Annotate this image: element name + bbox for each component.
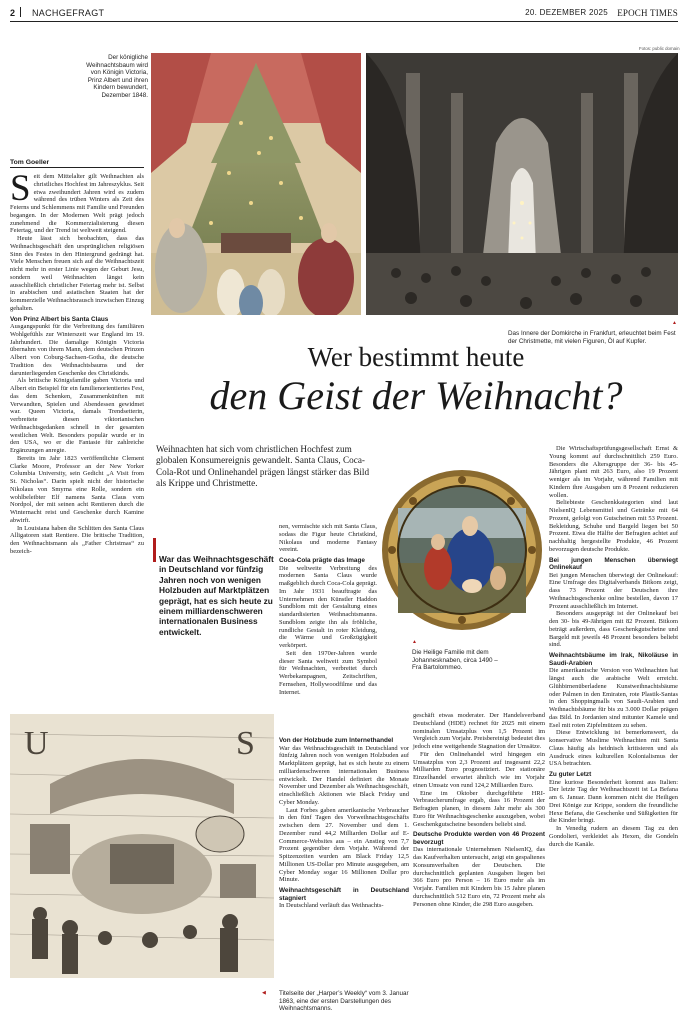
- subheading: Weihnachtsgeschäft in Deutschland stagniert: [279, 887, 409, 902]
- subheading: Bei jungen Menschen überwiegt Onlinekauf: [549, 556, 678, 572]
- col3-paragraph: geschäft etwas moderater. Der Handelsverband Deutschland (HDE) rechnet für 2025 mit einem nominalen Umsatzplus von 1,5 Prozent im Vergleich zum Vorjahr. Preisbereinigt bedeutet dies jedoch eine weitgehende Stagnation der Umsätze.: [413, 712, 545, 750]
- photo-frankfurt-cathedral: [366, 53, 678, 315]
- section-title: NACHGEFRAGT: [32, 8, 105, 18]
- col2-paragraph: Seit den 1970er-Jahren wurde dieser Santa weltweit zum Symbol für Weihnachten, verbreitet durch Werbekampagnen, Zeitschriften, Fernsehen, Hollywoodfilme und das Internet.: [279, 649, 377, 696]
- col1-paragraph: Ausgangspunkt für die Verbreitung des familiären Wohlgefühls zur Winterszeit war England im 19. Jahrhundert. Die damalige Königin Victoria übernahm von ihrem Mann, dem deutschen Prinzen Albert von Coburg-Sachsen-Gotha, die deutsche Tradition des Weihnachtsbaums und der darunterliegenden Geschenke des Christkinds.: [10, 323, 144, 377]
- col1-paragraph: Heute lässt sich beobachten, dass das Weihnachtsgeschäft den ursprünglichen religiösen Sinn des Festes in den Hintergrund gedrängt hat. Viele Menschen freuen sich auf die Weihnachtszeit nicht mehr in erster Linie wegen der Geburt Jesu, sondern weil Weihnachten längst kein ausschließlich christlicher Feiertag mehr ist. Selbst in arabischen und asiatischen Staaten hat der kommerzielle Weihnachtsrausch inzwischen Einzug gehalten.: [10, 235, 144, 312]
- col2-paragraph: In Deutschland verläuft das Weihnachts-: [279, 902, 384, 910]
- author-byline: Tom Goeller: [10, 159, 144, 168]
- col4-paragraph: Bei jungen Menschen überwiegt der Onlinekauf: Eine Umfrage des Digitalverbands Bitkom zeigt, dass 73 Prozent der Deutschen ihre Weihnachtsgeschenke online bestellen, davon 17 Prozent ausschließlich im Internet.: [549, 571, 678, 610]
- pull-quote: War das Weihnachtsgeschäft in Deutschland vor fünfzig Jahren noch von wenigen Holzbuden auf Marktplätzen geprägt, hat es sich heute zu einem milliardenschweren internationalen Business entwickelt.: [159, 554, 274, 637]
- col3-paragraph: Für den Onlinehandel wird hingegen ein Umsatzplus von 2,3 Prozent auf insgesamt 22,2 Milliarden Euro prognostiziert. Der stationäre Einzelhandel erwartet ähnlich wie im Vorjahr einen Umsatz von rund 124,2 Milliarden Euro.: [413, 750, 545, 789]
- col4-paragraph: Beliebteste Geschenkkategorien sind laut NielsenIQ Lebensmittel und Getränke mit 64 Prozent, gefolgt von Gutscheinen mit 53 Prozent. Bekleidung, Schuhe und Bargeld liegen bei 50 Prozent. Etwa die Hälfte der Befragten achtet auf nachhaltig hergestellte Produkte, 46 Prozent bevorzugen deutsche Produkte.: [549, 499, 678, 553]
- subheading: Von der Holzbude zum Internethandel: [279, 737, 394, 744]
- page-header: [10, 6, 678, 22]
- subheading: Weihnachtsbäume im Irak, Nikoläuse in Saudi-Arabien: [549, 652, 678, 667]
- col4-paragraph: Die amerikanische Version von Weihnachten hat längst auch die arabische Welt erreicht. Glühbirnenüberladene Kunstweihnachtsbäume oder Palmen in den Emiraten, rote Plastik-Santas in den Shoppingmalls von Saudi-Arabien und Weihnachtsbäume für bis zu 3.000 Dollar prägen das Bild. In Jordanien sind mitunter Kamele und Esel mit roten Zipfelmützen zu sehen.: [549, 667, 678, 729]
- page-number: 2: [10, 8, 16, 18]
- col4-paragraph: Eine kuriose Besonderheit kommt aus Italien: Der letzte Tag der Weihnachtszeit ist La Befana am 6. Januar. Dann kommen nicht die Heiligen Drei Könige zur Krippe, sondern die freundliche Hexe Befana, die Geschenke und Süßigkeiten für die Kinder bringt.: [549, 778, 678, 825]
- column-2-lower: [279, 734, 409, 910]
- caption-marker-icon: ▲: [672, 321, 677, 326]
- col1-paragraph: Als britische Königsfamilie gaben Victoria und Albert ein Beispiel für ein familienorientiertes Fest, das dem Schenken, Zusammenkünften mit Verwandten, Spielen und Abendessen gewidmet war. Queen Victoria, damals Trendsetterin, verbreitete diesen viktorianischen Weihnachtsgedanken schnell in der gesamten westlichen Welt. Besonders populär wurde er in den USA, wo er die Fantasie für zahlreiche Ergänzungen anregte.: [10, 377, 144, 455]
- pull-quote-bar: [153, 538, 156, 562]
- column-4: [549, 445, 678, 848]
- col2-paragraph: nen, vermischte sich mit Santa Claus, sodass die Figur heute Christkind, Nikolaus und moderne Fantasy vereint.: [279, 523, 377, 554]
- subheading: Zu guter Letzt: [549, 771, 592, 779]
- photo-credit: Fotos: public domain: [639, 46, 680, 51]
- col4-paragraph: Diese Entwicklung ist bemerkenswert, da konservative Muslime Weihnachten mit Santa Claus häufig als heidnisch kritisieren und als Ausdruck eines kulturellen Kolonialismus der USA betrachten.: [549, 729, 678, 768]
- header-divider: [20, 7, 21, 17]
- headline-line-1: Wer bestimmt heute: [307, 342, 525, 372]
- subheading: Deutsche Produkte werden von 46 Prozent bevorzugt: [413, 831, 545, 846]
- col4-paragraph: Die Wirtschaftsprüfungsgesellschaft Ernst & Young kommt auf durchschnittlich 259 Euro. Besonders die Altersgruppe der 36- bis 45-Jährigen plant mit 263 Euro, also 19 Prozent weniger als im Vorjahr, während Familien mit Kindern ihre Ausgaben um 8 Prozent reduzieren wollen.: [549, 445, 678, 499]
- col4-paragraph: Besonders ausgeprägt ist der Onlinekauf bei den 30- bis 49-Jährigen mit 82 Prozent. Bitkom beträgt außerdem, dass Geschenkgutscheine und Bargeld mit jeweils 48 Prozent besonders beliebt sind.: [549, 610, 678, 649]
- photo-royal-christmas-tree: [151, 53, 361, 315]
- col1-paragraph: Bereits im Jahr 1823 veröffentlichte Clement Clarke Moore, Professor an der New Yorker Columbia University, sein Gedicht „A Visit from St. Nicholas“. Darin spielt nicht der historische Nikolaus von Smyrna eine Rolle, sondern ein wohlbeleibter Elf namens Santa Claus vom Nordpol, der mit seinen acht Rentieren durch die Winternacht reist und Geschenke durch Kamine abwirft.: [10, 454, 144, 524]
- col1-intro: eit dem Mittelalter gilt Weihnachten als christliches Hochfest im Jahreszyklus. Seit etwa zweihundert Jahren wird es zudem während des trüben Winters als Zeit des Feierns und Schlemmens mit Familie und Freunden begangen. In der Modernen Welt prägt jedoch zunehmend die Kommerzialisierung diesen Feiertag, und der Trend ist weltweit steigend.: [10, 173, 144, 235]
- col2-paragraph: Laut Forbes gaben amerikanische Verbraucher in den fünf Tagen des Vorweihnachtsgeschäfts zwischen dem 27. November und dem 1. Dezember rund 44,2 Milliarden Dollar auf E-Commerce-Websites aus – ein Anstieg von 7,7 Prozent gegenüber dem Vorjahr. Während der Spitzenzeiten wurden am Black Friday 12,5 Millionen US-Dollar pro Minute ausgegeben, am Cyber Monday sogar 16 Millionen Dollar pro Minute.: [279, 806, 409, 884]
- headline-line-2: den Geist der Weihnacht?: [209, 373, 623, 418]
- col4-paragraph: In Venedig rudern an diesem Tag zu den Gondolieri, verkleidet als Hexen, die Gondeln durch die Kanäle.: [549, 825, 678, 848]
- column-2-upper: [279, 523, 377, 696]
- engraving-harpers-weekly: [10, 714, 274, 978]
- caption-church: Das Innere der Domkirche in Frankfurt, erleuchtet beim Fest der Christmette, mit vielen Figuren, Öl auf Kupfer.: [508, 330, 676, 345]
- painting-holy-family-tondo: [380, 468, 544, 632]
- col3-paragraph: Das internationale Unternehmen NielsenIQ, das das Kaufverhalten untersucht, zeigt ein gespaltenes Konsumverhalten der Deutschen. Die durchschnittlich geplanten Ausgaben liegen bei 366 Euro pro Person – 16 Euro mehr als im Vorjahr. Familien mit Kindern bis 15 Jahre planen durchschnittlich 512 Euro ein, 72 Prozent mehr als Personen ohne Kinder, die 298 Euro ausgeben.: [413, 846, 545, 908]
- svg-text:U: U: [24, 725, 49, 762]
- subheading: Coca-Cola prägte das Image: [279, 557, 365, 564]
- drop-cap: S: [10, 168, 31, 209]
- svg-text:S: S: [236, 725, 255, 762]
- caption-harpers-weekly: Titelseite der „Harper’s Weekly“ vom 3. Januar 1863, eine der ersten Darstellungen des Weihnachtsmanns.: [279, 990, 409, 1013]
- caption-marker-icon: ▲: [412, 640, 417, 645]
- column-1: [10, 168, 144, 556]
- caption-tondo: Die Heilige Familie mit dem Johannesknaben, circa 1490 – Fra Bartolommeo.: [412, 649, 498, 672]
- column-3: [413, 712, 545, 908]
- col3-paragraph: Eine im Oktober durchgeführte HRI-Verbraucherumfrage ergab, dass 16 Prozent der Befragten planen, in diesem Jahr mehr als 300 Euro für Weihnachtsgeschenke auszugeben, wobei Geschenkgutscheine besonders beliebt sind.: [413, 789, 545, 828]
- caption-marker-icon: ◀: [262, 991, 266, 996]
- caption-tree: Der königliche Weihnachtsbaum wird von Königin Victoria, Prinz Albert und ihren Kindern bewundert, Dezember 1848.: [86, 54, 148, 99]
- brand-logo: EPOCH TIMES: [617, 8, 678, 18]
- subheading: Von Prinz Albert bis Santa Claus: [10, 315, 109, 323]
- issue-date: 20. DEZEMBER 2025: [525, 8, 608, 17]
- col2-paragraph: War das Weihnachtsgeschäft in Deutschland vor fünfzig Jahren noch von wenigen Holzbuden auf Marktplätzen geprägt, hat es sich heute zu einem milliardenschweren internationalen Business entwickelt. Der Handel definiert die Monate November und Dezember als Weihnachtsgeschäft, einschließlich Aktionen wie Black Friday und Cyber Monday.: [279, 744, 409, 806]
- col2-paragraph: Die weltweite Verbreitung des modernen Santa Claus wurde maßgeblich durch Coca-Cola geprägt. Im Jahr 1931 beauftragte das Unternehmen den Künstler Haddon Sundblom mit der Gestaltung eines standardisierten Weihnachtsmanns. Sundblom zeigte ihn als fröhliche, rundliche Gestalt in roter Kleidung, die Wärme und Großzügigkeit verkörpert.: [279, 564, 377, 650]
- col1-paragraph: In Louisiana haben die Schlitten des Santa Claus Alligatoren statt Rentiere. Die britische Tradition, den Weihnachtsmann als „Father Christmas“ zu bezeich-: [10, 524, 144, 555]
- lead-paragraph: Weihnachten hat sich vom christlichen Hochfest zum globalen Konsumereignis gewandelt. Santa Claus, Coca-Cola-Rot und Onlinehandel prägen längst stärker das Bild als Krippe und Christmette.: [156, 444, 370, 488]
